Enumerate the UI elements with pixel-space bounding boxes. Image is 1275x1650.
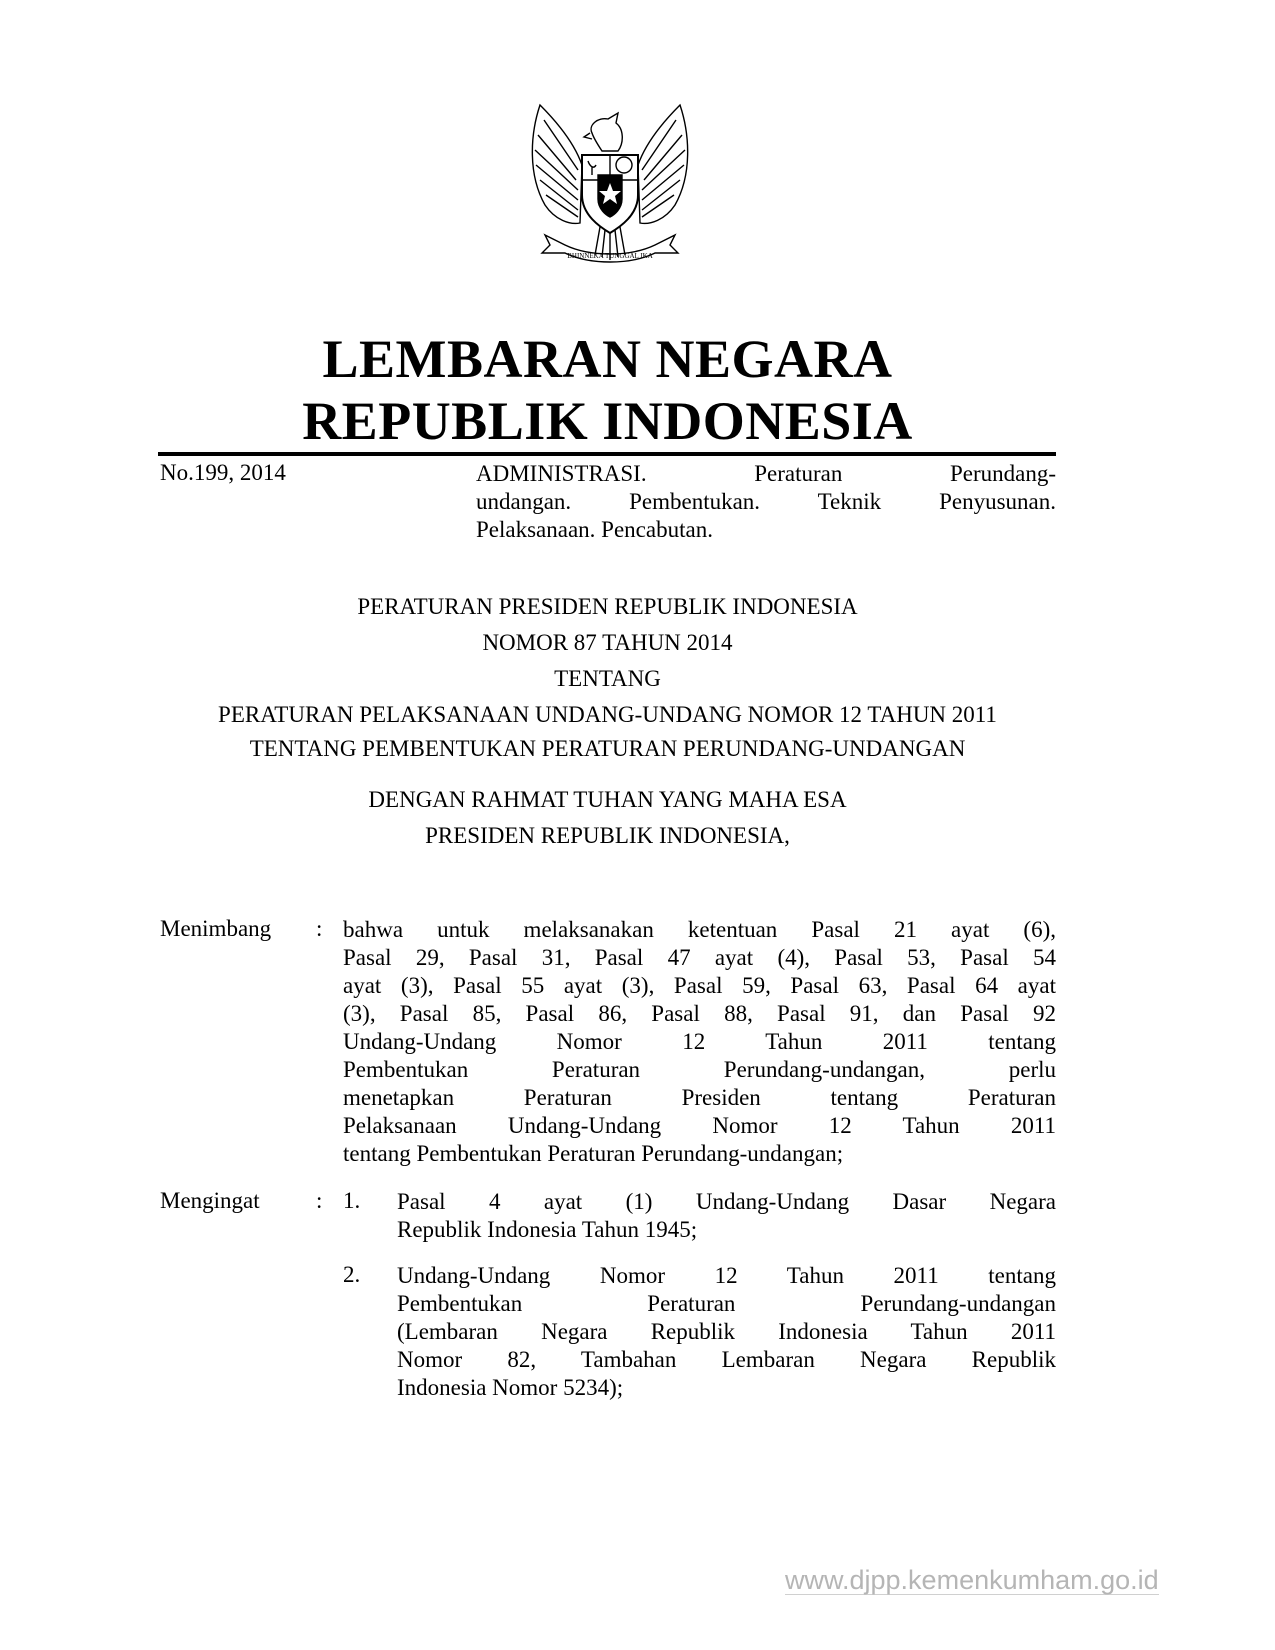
issue-subject: [476, 460, 1056, 544]
text-line: Pelaksanaan Undang-Undang Nomor 12 Tahun 2011: [343, 1113, 1056, 1138]
regulation-subject-line1: PERATURAN PELAKSANAAN UNDANG-UNDANG NOMOR 12 TAHUN 2011: [218, 702, 997, 727]
menimbang-colon: :: [316, 916, 323, 941]
footer-website-link[interactable]: www.djpp.kemenkumham.go.id: [785, 1565, 1159, 1595]
mengingat-item-1: [397, 1188, 1056, 1244]
regulation-number: NOMOR 87 TAHUN 2014: [482, 630, 733, 655]
text-line: (3), Pasal 85, Pasal 86, Pasal 88, Pasal 91, dan Pasal 92: [343, 1001, 1056, 1026]
mengingat-label: Mengingat: [160, 1188, 260, 1213]
regulation-subject-line2: TENTANG PEMBENTUKAN PERATURAN PERUNDANG-UNDANGAN: [249, 736, 966, 761]
gazette-title-line1: LEMBARAN NEGARA: [322, 329, 893, 389]
subject-line: ADMINISTRASI. Peraturan Perundang-: [476, 461, 1056, 486]
header-divider: [158, 452, 1056, 456]
text-line: (Lembaran Negara Republik Indonesia Tahun 2011: [397, 1319, 1056, 1344]
menimbang-text: [343, 916, 1056, 1168]
text-line: Pembentukan Peraturan Perundang-undangan, perlu: [343, 1057, 1056, 1082]
text-line: Nomor 82, Tambahan Lembaran Negara Republik: [397, 1347, 1056, 1372]
mengingat-item-number: 1.: [343, 1188, 361, 1213]
issue-number: No.199, 2014: [160, 460, 286, 485]
mengingat-colon: :: [316, 1188, 323, 1213]
regulation-type: PERATURAN PRESIDEN REPUBLIK INDONESIA: [357, 594, 858, 619]
mengingat-item-2: [397, 1262, 1056, 1402]
subject-line: Pelaksanaan. Pencabutan.: [476, 517, 713, 542]
mengingat-item-number: 2.: [343, 1262, 361, 1287]
text-line: Pasal 29, Pasal 31, Pasal 47 ayat (4), Pasal 53, Pasal 54: [343, 945, 1056, 970]
menimbang-label: Menimbang: [160, 916, 272, 941]
text-line: Indonesia Nomor 5234);: [397, 1375, 624, 1400]
text-line: tentang Pembentukan Peraturan Perundang-undangan;: [343, 1141, 844, 1166]
preamble-line1: DENGAN RAHMAT TUHAN YANG MAHA ESA: [368, 787, 847, 812]
text-line: Undang-Undang Nomor 12 Tahun 2011 tentang: [343, 1029, 1056, 1054]
text-line: menetapkan Peraturan Presiden tentang Peraturan: [343, 1085, 1056, 1110]
text-line: ayat (3), Pasal 55 ayat (3), Pasal 59, Pasal 63, Pasal 64 ayat: [343, 973, 1056, 998]
text-line: Pasal 4 ayat (1) Undang-Undang Dasar Negara: [397, 1189, 1056, 1214]
garuda-pancasila-emblem-icon: [520, 95, 700, 270]
text-line: bahwa untuk melaksanakan ketentuan Pasal 21 ayat (6),: [343, 917, 1056, 942]
preamble-line2: PRESIDEN REPUBLIK INDONESIA,: [425, 823, 790, 848]
subject-line: undangan. Pembentukan. Teknik Penyusunan.: [476, 489, 1056, 514]
text-line: Pembentukan Peraturan Perundang-undangan: [397, 1291, 1056, 1316]
svg-text:BHINNEKA TUNGGAL IKA: BHINNEKA TUNGGAL IKA: [567, 252, 653, 260]
text-line: Undang-Undang Nomor 12 Tahun 2011 tentang: [397, 1263, 1056, 1288]
text-line: Republik Indonesia Tahun 1945;: [397, 1217, 698, 1242]
regulation-tentang: TENTANG: [554, 666, 661, 691]
gazette-title-line2: REPUBLIK INDONESIA: [302, 391, 913, 451]
